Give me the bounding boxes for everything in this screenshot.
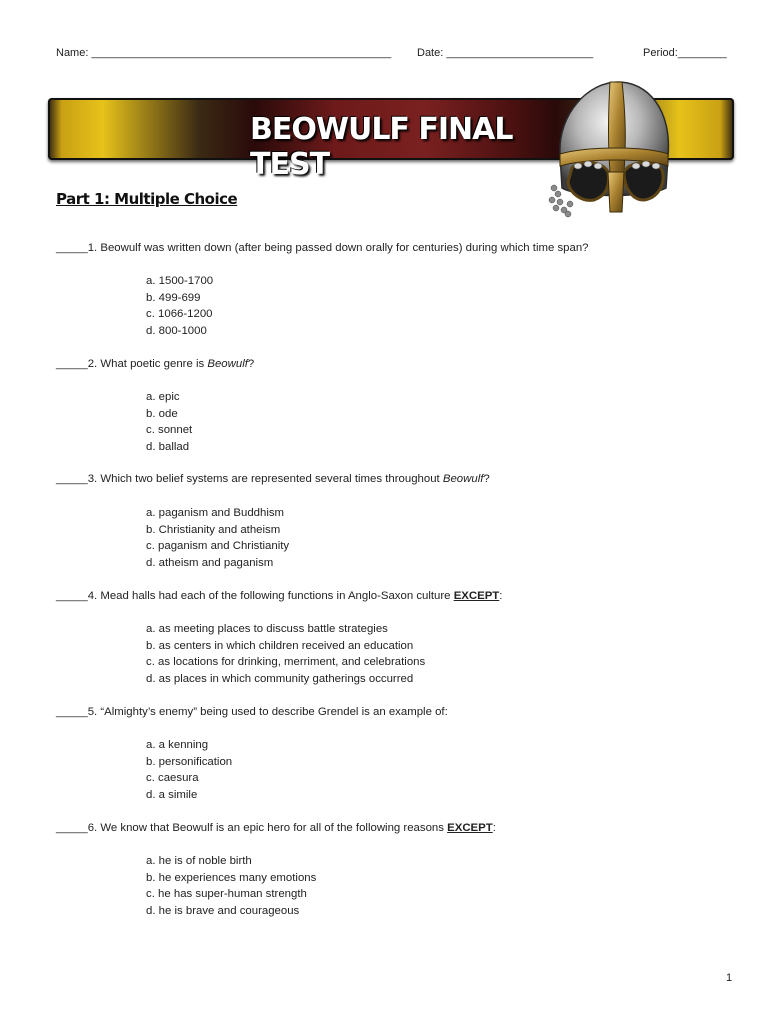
viking-helmet-icon (548, 76, 678, 220)
choice-d: d. as places in which community gatherings occurred (146, 672, 414, 685)
question-text: 6. We know that Beowulf is an epic hero for all of the following reasons (87, 822, 448, 834)
question-italic-text: Beowulf (207, 358, 248, 370)
question-text: 3. Which two belief systems are represented several times throughout (87, 473, 443, 485)
choice-c: c. paganism and Christianity (146, 540, 290, 553)
question-2-choices (146, 389, 192, 455)
choice-b: b. personification (146, 755, 233, 768)
question-text: 1. Beowulf was written down (after being passed down orally for centuries) during which time span? (87, 242, 589, 254)
choice-a: a. he is of noble birth (146, 855, 252, 867)
choice-c: c. as locations for drinking, merriment, and celebrations (146, 656, 426, 669)
question-3-choices (146, 505, 289, 571)
choice-b: b. 499-699 (146, 291, 201, 304)
choice-c: c. he has super-human strength (146, 888, 307, 901)
question-5 (56, 704, 736, 720)
question-suffix: ? (483, 473, 490, 485)
answer-blank[interactable]: _____ (56, 358, 88, 370)
answer-blank[interactable]: _____ (56, 473, 88, 485)
choice-d: d. atheism and paganism (146, 556, 274, 569)
choice-a: a. a kenning (146, 739, 209, 751)
question-text: 5. “Almighty’s enemy” being used to describe Grendel is an example of: (87, 706, 448, 718)
question-6-choices (146, 853, 316, 919)
choice-b: b. ode (146, 407, 178, 420)
choice-a: a. as meeting places to discuss battle strategies (146, 623, 388, 635)
question-3 (56, 471, 736, 487)
answer-blank[interactable]: _____ (56, 822, 88, 834)
answer-blank[interactable]: _____ (56, 242, 88, 254)
question-2 (56, 356, 736, 372)
question-1 (56, 240, 736, 256)
choice-b: b. he experiences many emotions (146, 871, 317, 884)
question-5-choices (146, 737, 232, 803)
test-title: BEOWULF FINAL TEST (250, 112, 513, 182)
choice-d: d. ballad (146, 440, 190, 453)
name-field[interactable]: Name: _________________________________________________ (56, 47, 392, 59)
student-info-line (56, 47, 730, 63)
question-suffix: : (499, 590, 503, 602)
page-number: 1 (726, 972, 733, 984)
choice-a: a. paganism and Buddhism (146, 507, 285, 519)
question-1-choices (146, 273, 213, 339)
question-suffix: : (492, 822, 496, 834)
choice-c: c. 1066-1200 (146, 308, 213, 321)
choice-b: b. Christianity and atheism (146, 523, 281, 536)
choice-d: d. 800-1000 (146, 324, 207, 337)
section-title: Part 1: Multiple Choice (56, 190, 238, 208)
date-field[interactable]: Date: ________________________ (417, 47, 594, 59)
choice-a: a. 1500-1700 (146, 275, 214, 287)
choice-d: d. a simile (146, 788, 198, 801)
choice-d: d. he is brave and courageous (146, 904, 300, 917)
period-field[interactable]: Period:________ (643, 47, 727, 59)
choice-c: c. sonnet (146, 424, 193, 437)
choice-a: a. epic (146, 391, 180, 403)
question-text: 4. Mead halls had each of the following functions in Anglo-Saxon culture (87, 590, 454, 602)
choice-c: c. caesura (146, 772, 199, 785)
question-text: 2. What poetic genre is (87, 358, 208, 370)
question-4 (56, 588, 736, 604)
except-emphasis: EXCEPT (447, 822, 493, 834)
question-suffix: ? (247, 358, 255, 370)
answer-blank[interactable]: _____ (56, 590, 88, 602)
except-emphasis: EXCEPT (453, 590, 500, 602)
question-6 (56, 820, 736, 836)
question-italic-text: Beowulf (442, 473, 484, 485)
question-4-choices (146, 621, 425, 687)
answer-blank[interactable]: _____ (56, 706, 88, 718)
choice-b: b. as centers in which children received an education (146, 639, 414, 652)
